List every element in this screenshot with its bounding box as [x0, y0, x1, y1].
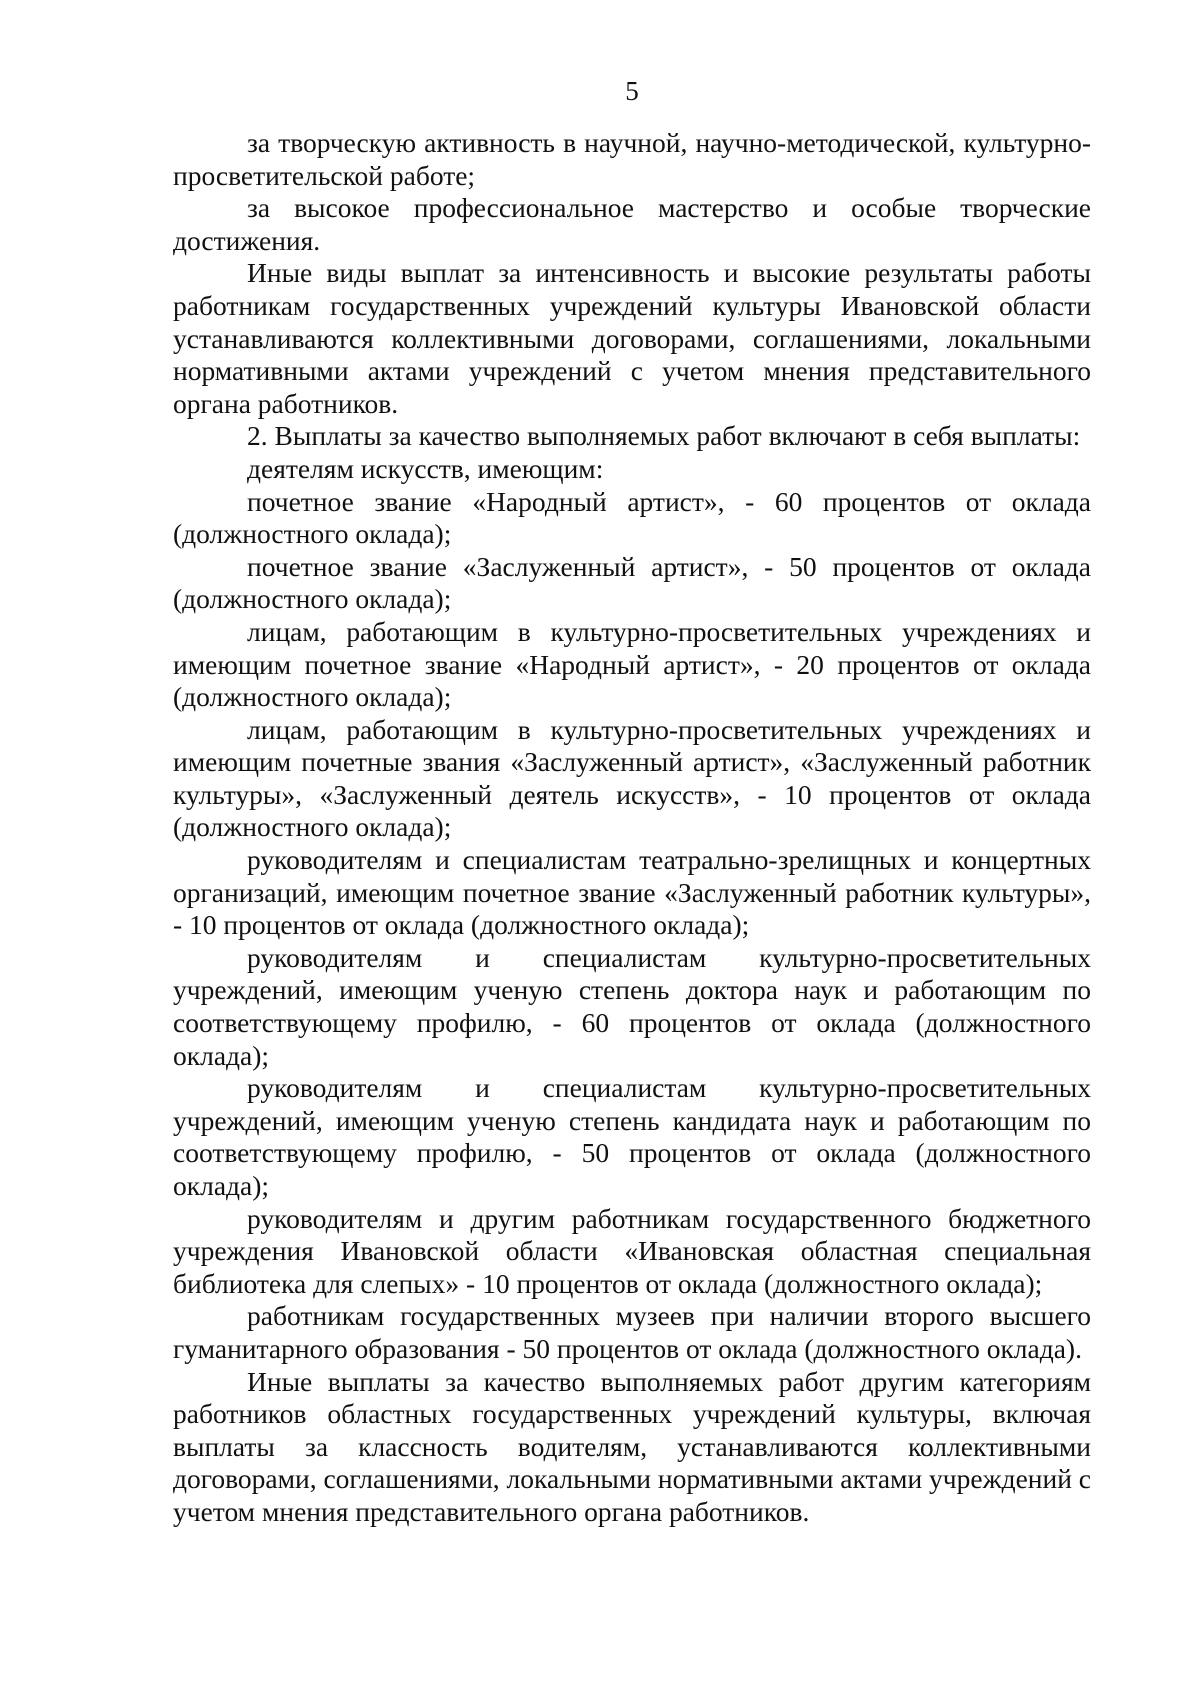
page-number: 5	[625, 76, 639, 106]
paragraph-museum-workers: работникам государственных музеев при наличии второго высшего гуманитарного образования - 50 процентов от оклада (должностного оклада).	[173, 1300, 1091, 1364]
paragraph-educational-honored-titles: лицам, работающим в культурно-просветительных учреждениях и имеющим почетные звания «Заслуженный артист», «Заслуженный работник культуры», «Заслуженный деятель искусств», - 10 процентов от оклада (должностного оклада);	[173, 713, 1091, 843]
paragraph-doctor-of-science: руководителям и специалистам культурно-просветительных учреждений, имеющим ученую степень доктора наук и работающим по соответствующему профилю, - 60 процентов от оклада (должностного оклада);	[173, 941, 1091, 1071]
paragraph-candidate-of-science: руководителям и специалистам культурно-просветительных учреждений, имеющим ученую степень кандидата наук и работающим по соответствующему профилю, - 50 процентов от оклада (должностного оклада);	[173, 1072, 1091, 1201]
paragraph-honored-artist: почетное звание «Заслуженный артист», - 50 процентов от оклада (должностного оклада);	[173, 550, 1091, 615]
paragraph-other-quality-payments: Иные выплаты за качество выполняемых работ другим категориям работников областных государственных учреждений культуры, включая выплаты за классность водителям, устанавливаются коллективными договорами, соглашениями, локальными нормативными актами учреждений с учетом мнения представительного органа работников.	[173, 1365, 1092, 1527]
paragraph-art-figures: деятелям искусств, имеющим:	[247, 452, 604, 484]
paragraph-creative-activity: за творческую активность в научной, научно-методической, культурно-просветительской работе;	[173, 127, 1091, 191]
paragraph-peoples-artist: почетное звание «Народный артист», - 60 процентов от оклада (должностного оклада);	[173, 485, 1091, 550]
paragraph-professional-mastery: за высокое профессиональное мастерство и особые творческие достижения.	[173, 192, 1091, 256]
paragraph-other-intensity-payments: Иные виды выплат за интенсивность и высокие результаты работы работникам государственных учреждений культуры Ивановской области устанавливаются коллективными договорами, соглашениями, локальными нормативными актами учреждений с учетом мнения представительного органа работников.	[173, 257, 1091, 419]
paragraph-library-for-blind: руководителям и другим работникам государственного бюджетного учреждения Ивановской области «Ивановская областная специальная библиотека для слепых» - 10 процентов от оклада (должностного оклада);	[173, 1202, 1091, 1299]
paragraph-theatre-concert-staff: руководителям и специалистам театрально-зрелищных и концертных организаций, имеющим почетное звание «Заслуженный работник культуры», - 10 процентов от оклада (должностного оклада);	[173, 844, 1091, 941]
document-body	[173, 127, 1091, 1529]
paragraph-educational-peoples-artist: лицам, работающим в культурно-просветительных учреждениях и имеющим почетное звание «Народный артист», - 20 процентов от оклада (должностного оклада);	[173, 615, 1091, 713]
paragraph-quality-payments-heading: 2. Выплаты за качество выполняемых работ включают в себя выплаты:	[247, 420, 1081, 452]
